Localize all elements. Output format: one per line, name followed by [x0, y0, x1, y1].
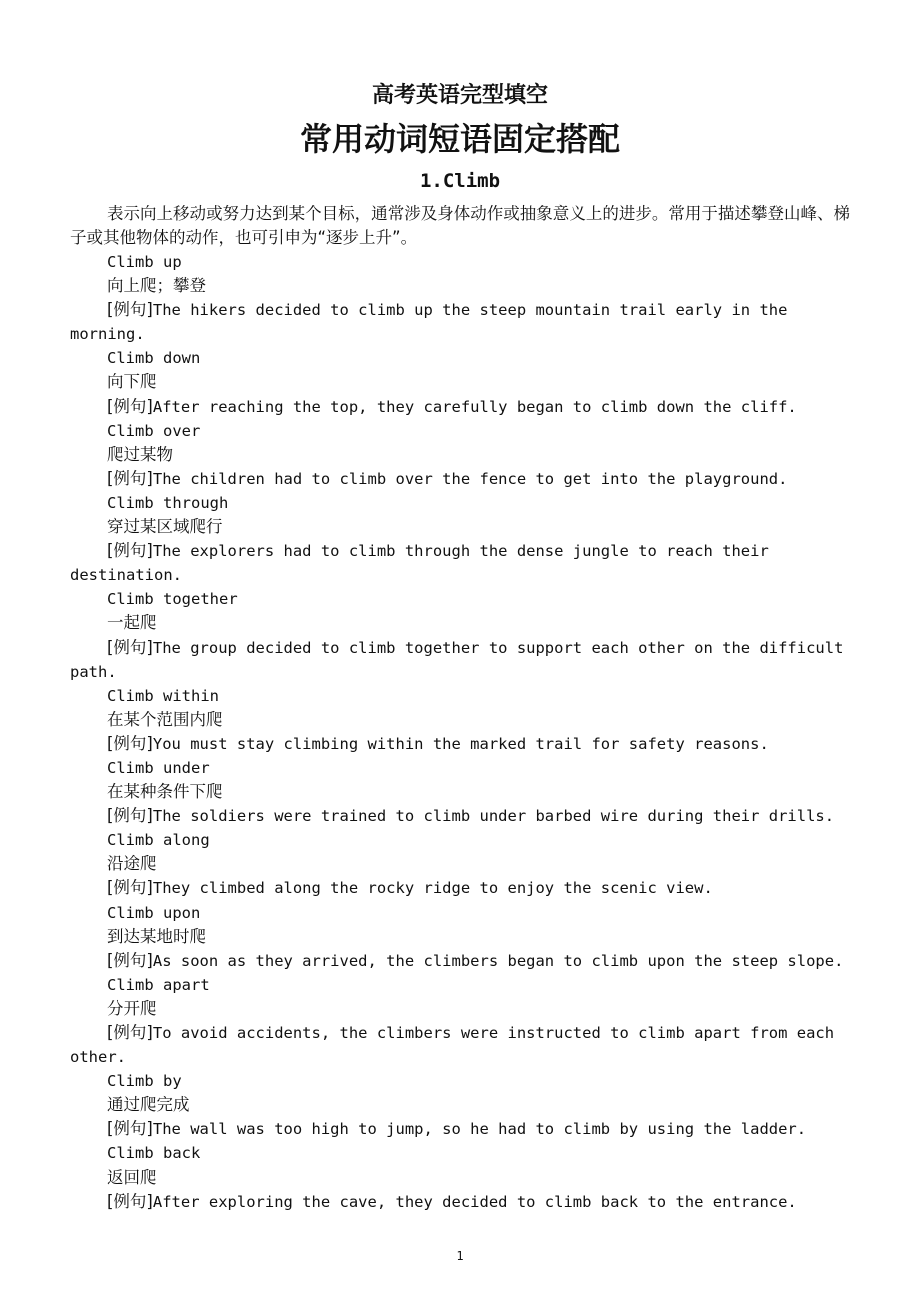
phrase-example — [70, 1117, 850, 1141]
phrase-example — [70, 539, 850, 587]
example-prefix: [例句] — [107, 637, 153, 657]
phrase-example — [70, 1190, 850, 1214]
document-page — [70, 78, 850, 1214]
phrase-entry — [70, 756, 850, 828]
document-subtitle: 高考英语完型填空 — [371, 83, 548, 108]
example-sentence: The group decided to climb together to support each other on the difficult path. — [70, 638, 844, 681]
phrase-meaning: 返回爬 — [107, 1167, 157, 1187]
phrase-entry — [70, 901, 850, 973]
example-prefix: [例句] — [107, 733, 153, 753]
page-number: 1 — [456, 1249, 464, 1263]
phrase-term: Climb together — [107, 590, 238, 609]
example-sentence: The wall was too high to jump, so he had to climb by using the ladder. — [152, 1120, 807, 1139]
phrase-entry — [70, 973, 850, 1069]
phrase-meaning: 穿过某区域爬行 — [107, 517, 223, 537]
phrase-meaning: 一起爬 — [107, 613, 157, 633]
phrase-term: Climb apart — [107, 975, 210, 994]
phrase-example — [70, 949, 850, 973]
phrase-entry — [70, 419, 850, 491]
phrase-term: Climb up — [107, 253, 182, 271]
phrase-example — [70, 804, 850, 828]
phrase-example — [70, 467, 850, 491]
phrase-meaning: 在某个范围内爬 — [107, 709, 223, 729]
phrase-meaning: 向上爬；攀登 — [107, 276, 206, 296]
section-heading: 1.Climb — [419, 170, 501, 192]
phrase-list — [70, 250, 850, 1214]
example-prefix: [例句] — [107, 1119, 153, 1139]
phrase-term: Climb over — [107, 421, 201, 440]
example-prefix: [例句] — [107, 950, 153, 970]
phrase-meaning: 到达某地时爬 — [107, 926, 206, 946]
example-sentence: After exploring the cave, they decided to climb back to the entrance. — [152, 1192, 797, 1211]
example-sentence: The soldiers were trained to climb under barbed wire during their drills. — [152, 807, 835, 826]
intro-paragraph: 表示向上移动或努力达到某个目标，通常涉及身体动作或抽象意义上的进步。常用于描述攀登山峰、梯子或其他物体的动作，也可引申为“逐步上升”。 — [70, 204, 850, 247]
phrase-meaning: 爬过某物 — [107, 444, 173, 464]
phrase-meaning: 在某种条件下爬 — [107, 782, 223, 802]
phrase-example — [70, 732, 850, 756]
phrase-meaning: 沿途爬 — [107, 854, 157, 874]
example-sentence: After reaching the top, they carefully began to climb down the cliff. — [152, 397, 797, 416]
example-sentence: You must stay climbing within the marked trail for safety reasons. — [152, 734, 769, 753]
phrase-example — [70, 395, 850, 419]
phrase-term: Climb within — [107, 686, 219, 705]
phrase-entry — [70, 684, 850, 756]
phrase-meaning: 分开爬 — [107, 998, 157, 1018]
phrase-meaning: 向下爬 — [107, 372, 157, 392]
phrase-term: Climb upon — [107, 903, 201, 922]
example-prefix: [例句] — [107, 468, 153, 488]
phrase-term: Climb under — [107, 758, 210, 777]
phrase-entry — [70, 346, 850, 418]
phrase-entry — [70, 828, 850, 900]
example-sentence: The explorers had to climb through the dense jungle to reach their destination. — [70, 542, 769, 585]
phrase-entry — [70, 1141, 850, 1213]
phrase-term: Climb through — [107, 493, 229, 512]
phrase-example — [70, 1021, 850, 1069]
phrase-entry — [70, 491, 850, 587]
phrase-entry — [70, 250, 850, 346]
phrase-example — [70, 636, 850, 684]
example-sentence: As soon as they arrived, the climbers began to climb upon the steep slope. — [152, 951, 844, 970]
phrase-entry — [70, 1069, 850, 1141]
phrase-meaning: 通过爬完成 — [107, 1095, 190, 1115]
example-sentence: To avoid accidents, the climbers were instructed to climb apart from each other. — [70, 1024, 835, 1067]
example-prefix: [例句] — [107, 1023, 153, 1042]
example-prefix: [例句] — [107, 396, 153, 416]
phrase-term: Climb down — [107, 349, 201, 368]
phrase-term: Climb along — [107, 831, 210, 850]
example-sentence: The children had to climb over the fence to get into the playground. — [152, 469, 788, 488]
document-title: 常用动词短语固定搭配 — [299, 120, 620, 158]
example-prefix: [例句] — [107, 1191, 153, 1211]
example-prefix: [例句] — [107, 541, 153, 561]
example-sentence: They climbed along the rocky ridge to enjoy the scenic view. — [152, 879, 713, 898]
example-prefix: [例句] — [107, 878, 153, 898]
phrase-term: Climb back — [107, 1144, 201, 1163]
phrase-term: Climb by — [107, 1072, 182, 1091]
example-prefix: [例句] — [107, 806, 153, 826]
phrase-example — [70, 298, 850, 346]
phrase-entry — [70, 587, 850, 683]
phrase-example — [70, 876, 850, 900]
example-prefix: [例句] — [107, 300, 153, 320]
example-sentence: The hikers decided to climb up the steep mountain trail early in the morning. — [70, 301, 788, 344]
